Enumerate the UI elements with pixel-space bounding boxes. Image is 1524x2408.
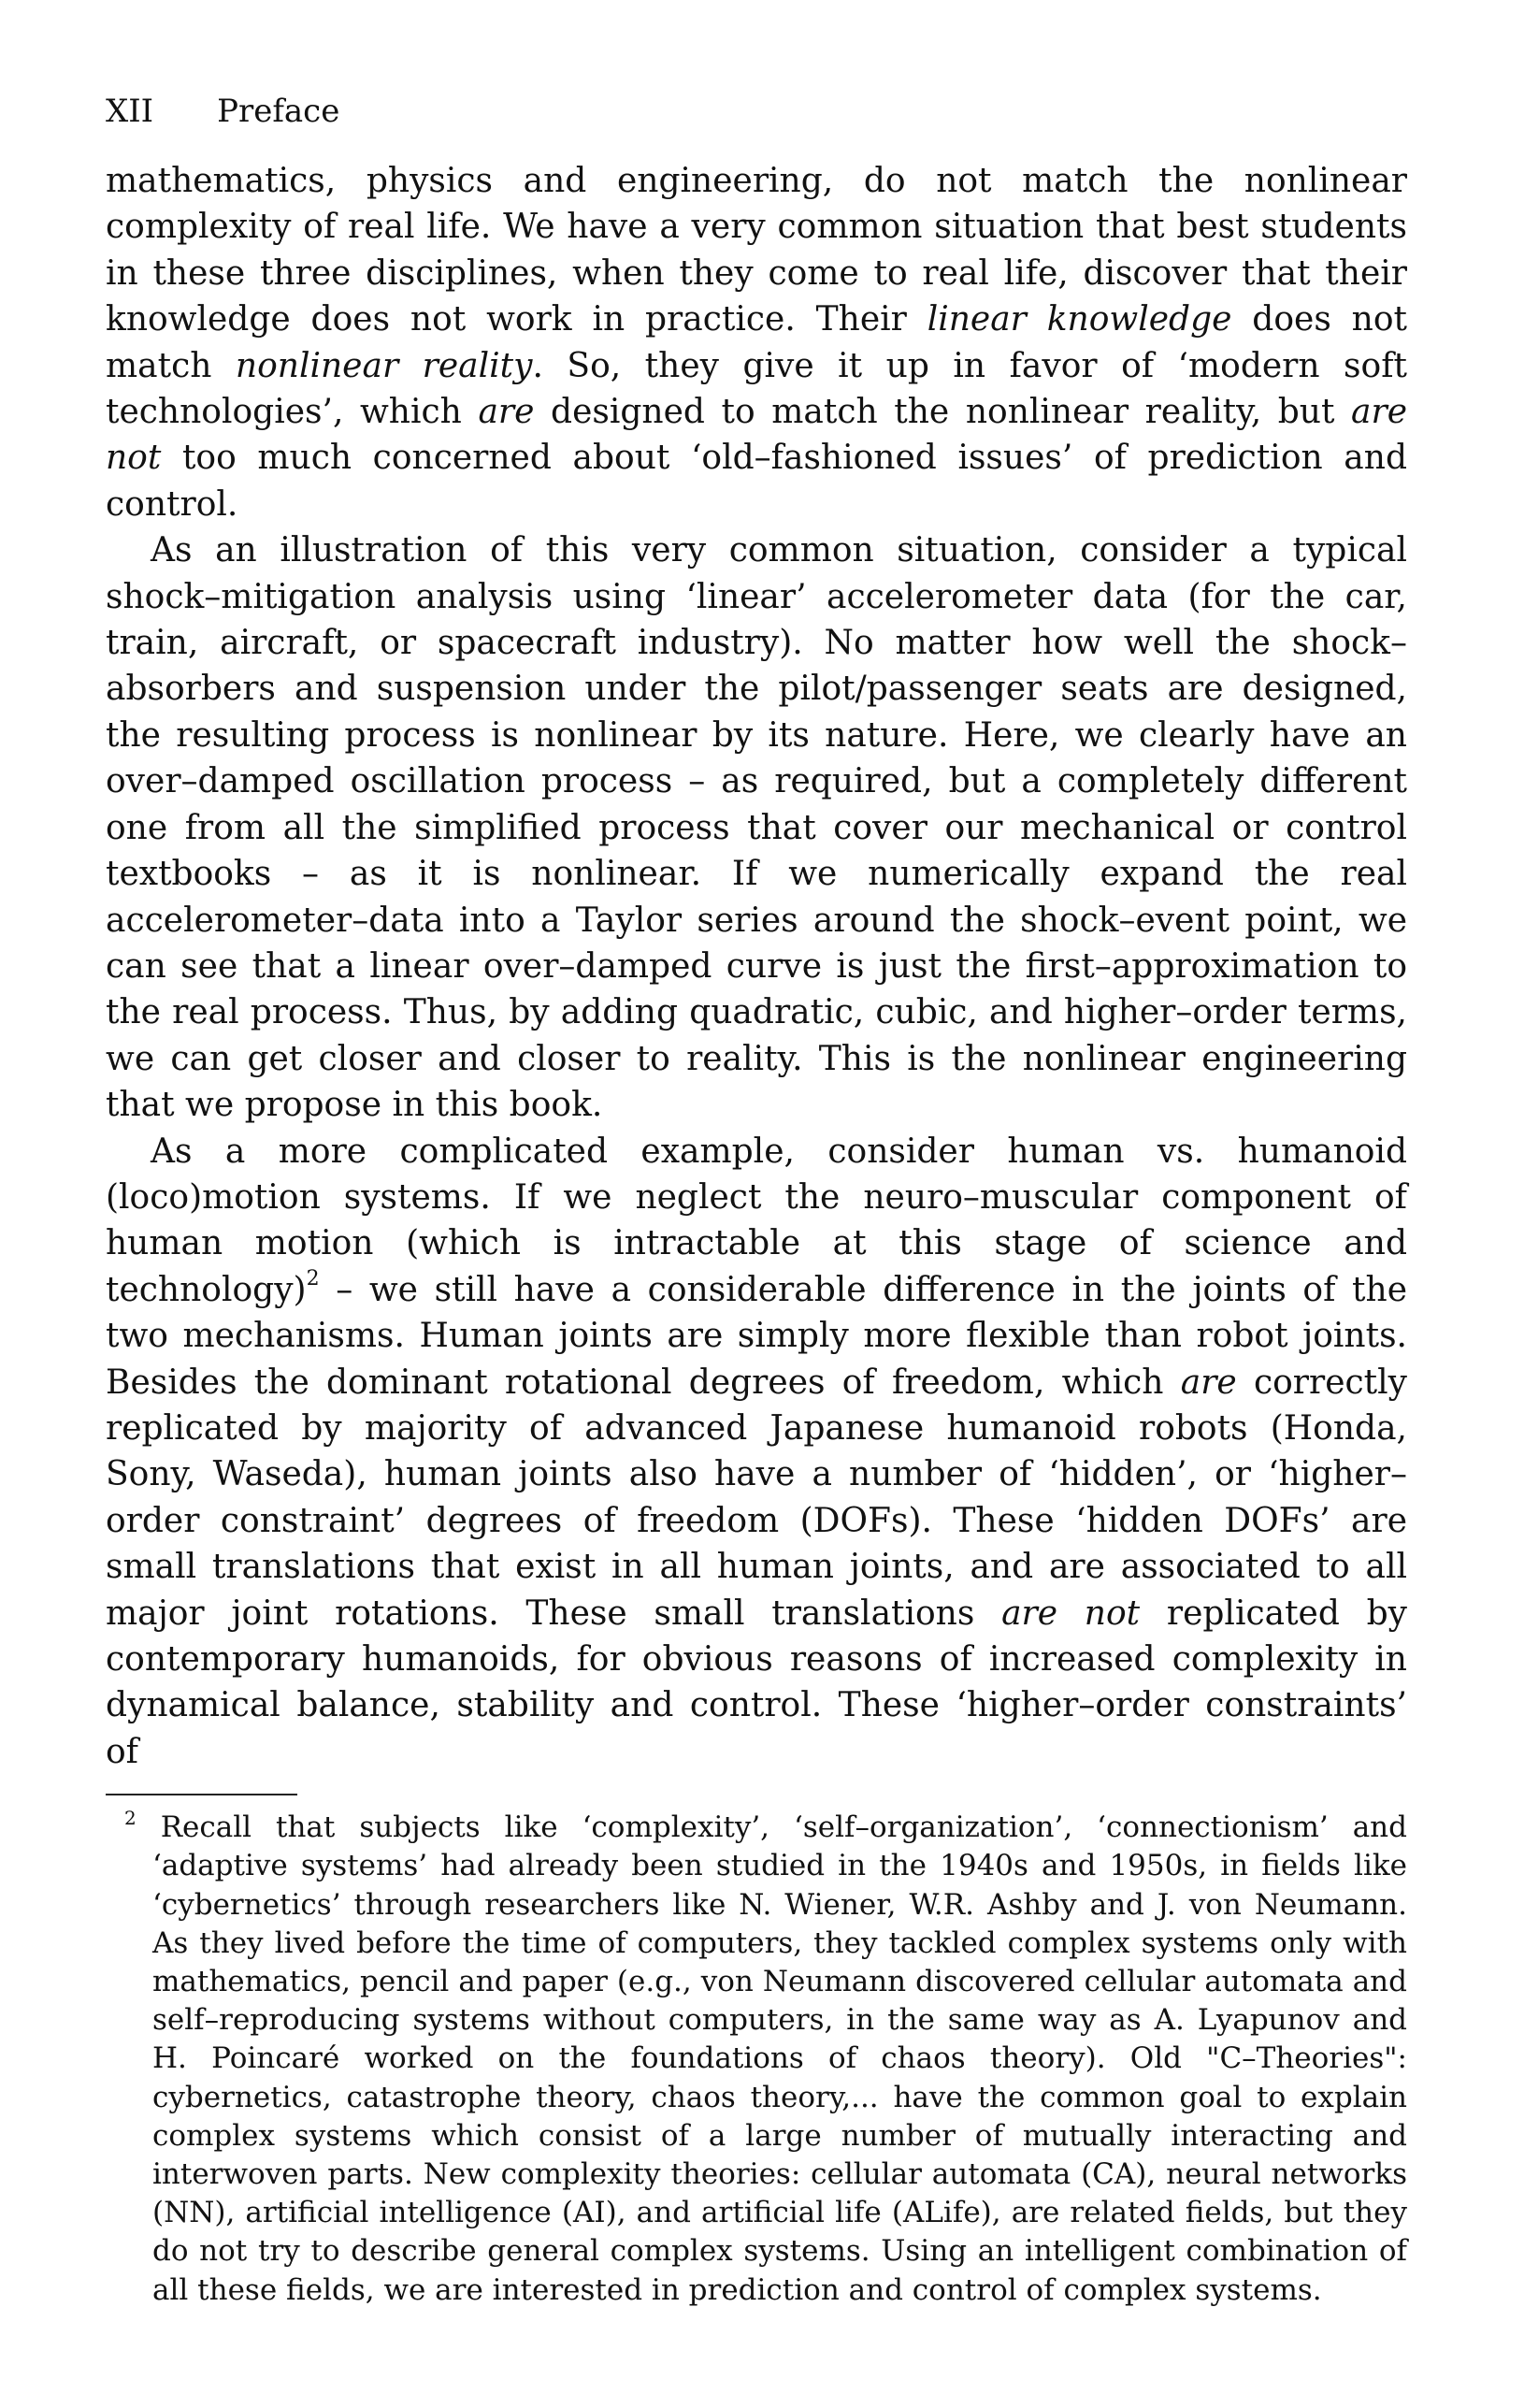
paragraph-shock-mitigation: As an illustration of this very common situation, consider a typical shock–mitigation analysis using ‘linear’ accelerometer data (for the car, train, aircraft, or spacecraft industry). No matter how well the shock–absorbers and suspension under the pilot/passenger seats are designed, the resulting process is nonlinear by its nature. Here, we clearly have an over–damped oscillation process – as required, but a completely different one from all the simplified process that cover our mechanical or control textbooks – as it is nonlinear. If we numerically expand the real accelerometer–data into a Taylor series around the shock–event point, we can see that a linear over–damped curve is just the first–approximation to the real process. Thus, by adding quadratic, cubic, and higher–order terms, we can get closer and closer to reality. This is the nonlinear engineering that we propose in this book. bbox=[106, 531, 1407, 1125]
emphasis-are-not: are not bbox=[106, 393, 1408, 478]
paragraph-continuation: mathematics, physics and engineering, do not match the nonlinear complexity of real life. We have a very common situation that best students in these three disciplines, when they come to real life, discover that their knowledge does not work in practice. Their linear knowledge does not match nonlinear reality. So, they give it up in favor of ‘modern soft technologies’, which are designed to match the nonlinear reality, but are not too much concerned about ‘old–fashioned issues’ of prediction and control. bbox=[106, 162, 1408, 524]
footnote-text: Recall that subjects like ‘complexity’, ‘self–organization’, ‘connectionism’ and ‘adaptive systems’ had already been studied in the 1940s and 1950s, in fields like ‘cybernetics’ through researchers like N. Wiener, W.R. Ashby and J. von Neumann. As they lived before the time of computers, they tackled complex systems only with mathematics, pencil and paper (e.g., von Neumann discovered cellular automata and self–reproducing systems without computers, in the same way as A. Lyapunov and H. Poincaré worked on the foundations of chaos theory). Old "C–Theories": cybernetics, catastrophe theory, chaos theory,... have the common goal to explain complex systems which consist of a large number of mutually interacting and interwoven parts. New complexity theories: cellular automata (CA), neural networks (NN), artificial intelligence (AI), and artificial life (ALife), are related fields, but they do not try to describe general complex systems. Using an intelligent combination of all these fields, we are interested in prediction and control of complex systems. bbox=[152, 1810, 1407, 2307]
emphasis-are: are bbox=[478, 393, 535, 432]
emphasis-nonlinear-reality: nonlinear reality bbox=[235, 346, 533, 385]
footnote bbox=[106, 1806, 1407, 2310]
page-number: XII bbox=[106, 93, 154, 130]
book-page bbox=[106, 89, 1407, 2310]
footnote-reference: 2 bbox=[306, 1266, 320, 1291]
footnote-marker: 2 bbox=[124, 1806, 137, 1829]
footnote-divider bbox=[106, 1794, 297, 1795]
section-title: Preface bbox=[217, 93, 340, 130]
body-text bbox=[106, 158, 1407, 1775]
paragraph-humanoid: As a more complicated example, consider human vs. humanoid (loco)motion systems. If we neglect the neuro–muscular component of human motion (which is intractable at this stage of science and technology)$^2$ – we still have a considerable difference in the joints of the two mechanisms. Human joints are simply more flexible than robot joints. Besides the dominant rotational degrees of freedom, which are correctly replicated by majority of advanced Japanese humanoid robots (Honda, Sony, Waseda), human joints also have a number of ‘hidden’, or ‘higher–order constraint’ degrees of freedom (DOFs). These ‘hidden DOFs’ are small translations that exist in all human joints, and are associated to all major joint rotations. These small translations are not replicated by contemporary humanoids, for obvious reasons of increased complexity in dynamical balance, stability and control. These ‘higher–order constraints’ of bbox=[106, 1132, 1408, 1771]
emphasis-linear-knowledge: linear knowledge bbox=[927, 300, 1232, 339]
running-head bbox=[106, 89, 1407, 134]
emphasis-are-not: are not bbox=[1001, 1593, 1141, 1633]
emphasis-are: are bbox=[1180, 1363, 1237, 1402]
